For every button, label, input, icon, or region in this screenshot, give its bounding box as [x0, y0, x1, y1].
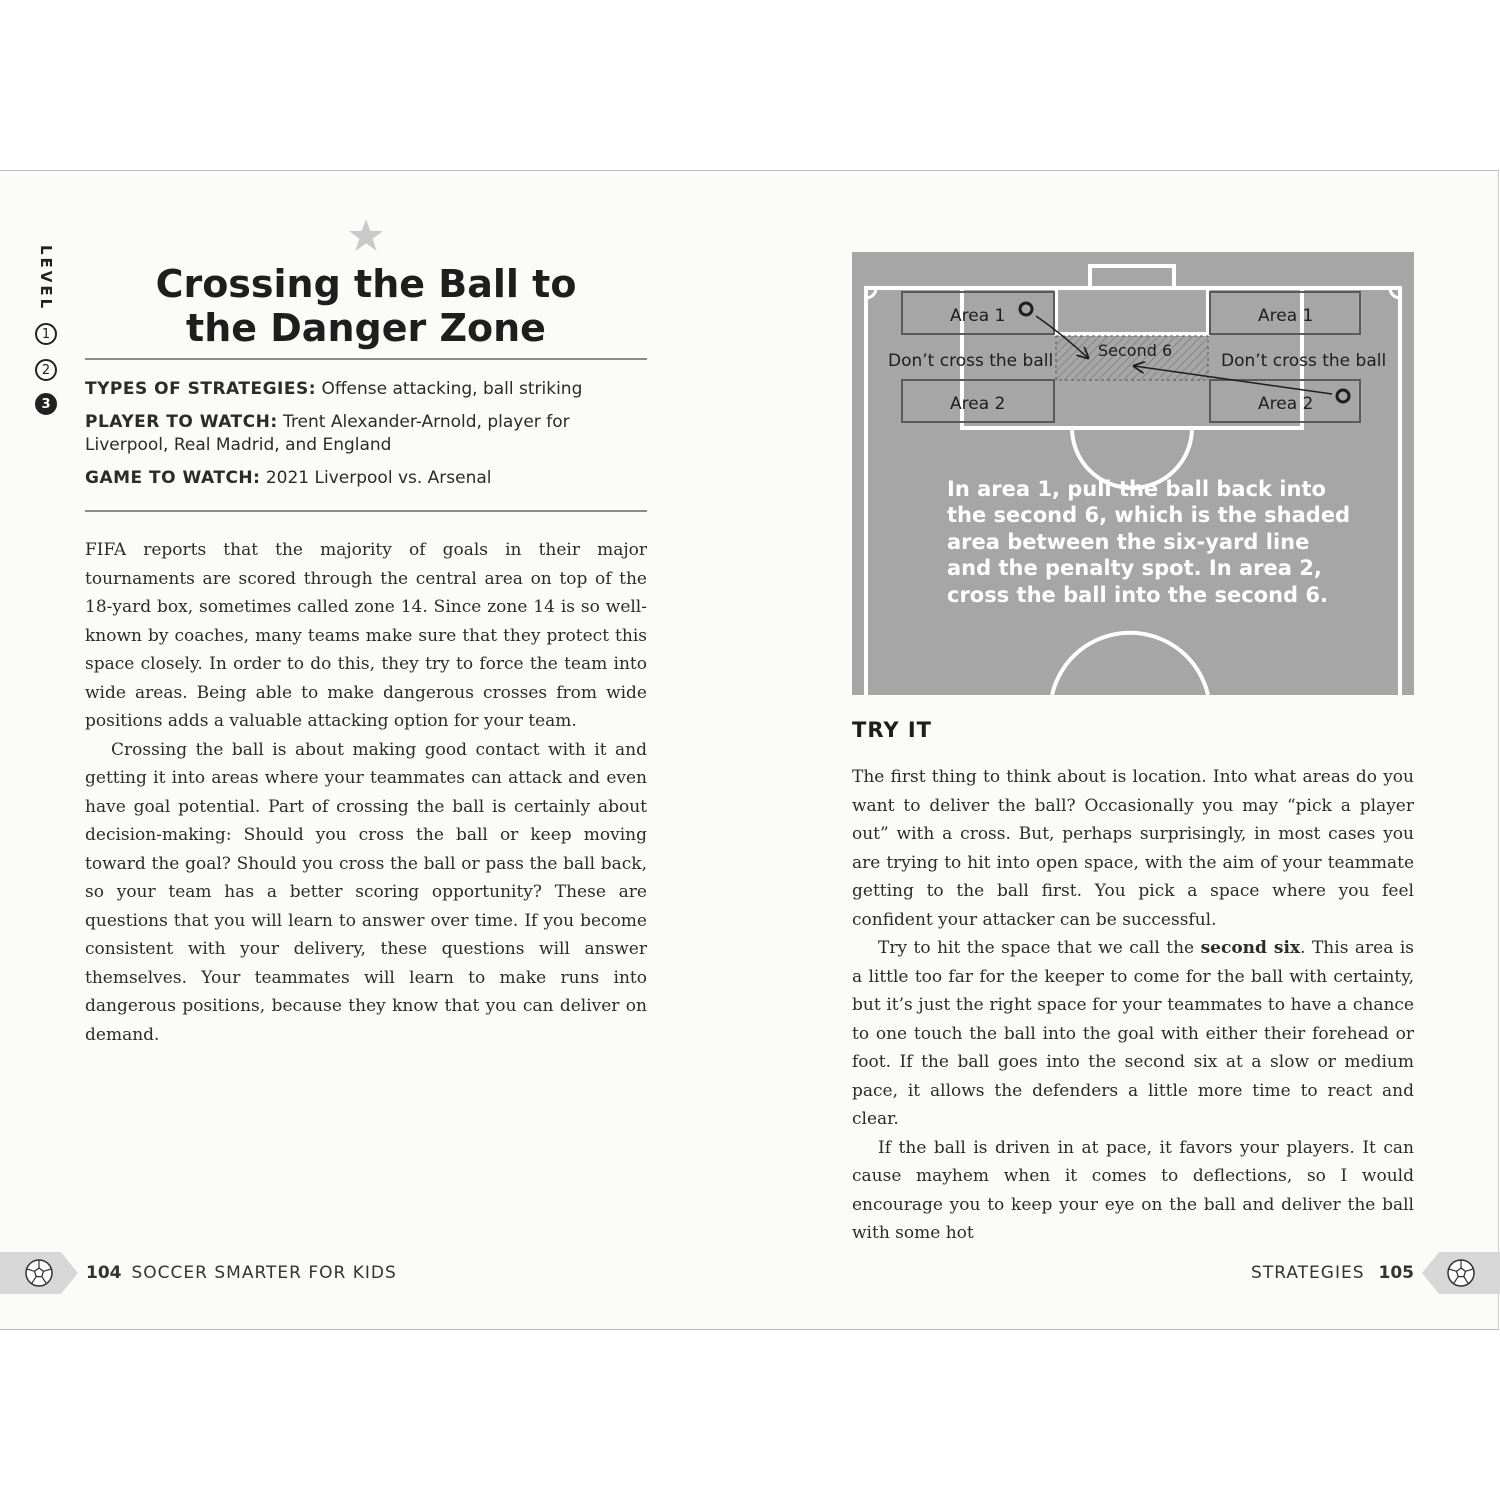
area-2-left-label: Area 2 [950, 394, 1006, 414]
player-value: Trent Alexander-Arnold, player for Liverpool, Real Madrid, and England [85, 412, 570, 455]
page-number-left: 104 [86, 1263, 122, 1283]
dont-cross-right-label: Don’t cross the ball [1221, 351, 1387, 371]
left-body-text [85, 536, 647, 1049]
game-key: GAME TO WATCH: [85, 468, 261, 488]
title-line-2: the Danger Zone [186, 306, 546, 350]
paragraph: FIFA reports that the majority of goals in their major tournaments are scored through the central area on top of the 18-yard box, sometimes called zone 14. Since zone 14 is so well-known by coaches, many teams make sure that they protect this space closely. In order to do this, they try to force the team into wide areas. Being able to make dangerous crosses from wide positions adds a valuable attacking option for your team. [85, 540, 647, 731]
running-title-right: STRATEGIES [1251, 1263, 1365, 1283]
paragraph: Crossing the ball is about making good contact with it and getting it into areas where your teammates can attack and even have goal potential. Part of crossing the ball is certainly about decision-making: Should you cross the ball or keep moving toward the goal? Should you cross the ball or pass the ball back, so your team has a better scoring opportunity? These are questions that you will learn to answer over time. If you become consistent with your delivery, these questions will answer themselves. Your teammates will learn to make runs into dangerous positions, because they know that you can deliver on demand. [85, 739, 647, 1045]
paragraph: If the ball is driven in at pace, it favors your players. It can cause mayhem when it comes to deflections, so I would encourage you to keep your eye on the ball and deliver the ball with some hot [852, 1137, 1414, 1243]
soccer-ball-icon [24, 1258, 54, 1288]
footer-tab-right [1422, 1252, 1500, 1294]
game-value: 2021 Liverpool vs. Arsenal [260, 468, 492, 488]
running-title-left: SOCCER SMARTER FOR KIDS [131, 1263, 397, 1283]
title-line-1: Crossing the Ball to [155, 262, 577, 306]
level-3-badge-active: 3 [35, 393, 57, 415]
paragraph-text: Try to hit the space that we call the [878, 938, 1201, 958]
try-it-heading: TRY IT [852, 718, 933, 742]
level-2-badge: 2 [35, 359, 57, 381]
types-key: TYPES OF STRATEGIES: [85, 379, 317, 399]
paragraph [852, 934, 1414, 1134]
right-body-text [852, 763, 1414, 1248]
player-key: PLAYER TO WATCH: [85, 412, 278, 432]
game-to-watch [85, 467, 647, 490]
second-six-label: Second 6 [1098, 341, 1173, 360]
bold-term: second six [1200, 938, 1301, 958]
dont-cross-left-label: Don’t cross the ball [888, 351, 1054, 371]
footer-tab-left [0, 1252, 78, 1294]
types-of-strategies [85, 378, 647, 401]
pitch-diagram [852, 252, 1414, 695]
player-to-watch [85, 411, 647, 457]
page-number-right: 105 [1378, 1263, 1414, 1283]
paragraph-text: . This area is a little too far for the keeper to come for the ball with certainty, but it’s just the right space for your teammates to have a chance to one touch the ball into the goal with either their forehead or foot. If the ball goes into the second six at a slow or medium pace, it allows the defenders a little more time to react and clear. [852, 938, 1414, 1129]
page-title [85, 262, 647, 350]
level-1-badge: 1 [35, 323, 57, 345]
star-icon [348, 218, 384, 254]
paragraph: The first thing to think about is location. Into what areas do you want to deliver the ball? Occasionally you may “pick a player out” with a cross. But, perhaps surprisingly, in most cases you are trying to hit into open space, with the aim of your teammate getting to the ball first. You pick a space where you feel confident your attacker can be successful. [852, 767, 1414, 930]
diagram-caption: In area 1, pull the ball back into the second 6, which is the shaded area between the six-yard line and the penalty spot. In area 2, cross the ball into the second 6. [947, 477, 1351, 607]
pitch-background [852, 252, 1414, 695]
types-value: Offense attacking, ball striking [316, 379, 583, 399]
area-2-right-label: Area 2 [1258, 394, 1314, 414]
area-1-left-label: Area 1 [950, 306, 1006, 326]
level-label: LEVEL [37, 245, 55, 312]
strategy-meta [85, 378, 647, 500]
area-1-right-label: Area 1 [1258, 306, 1314, 326]
bottom-divider [85, 510, 647, 512]
footer-right [1251, 1252, 1500, 1294]
footer-left [0, 1252, 397, 1294]
soccer-ball-icon [1446, 1258, 1476, 1288]
top-divider [85, 358, 647, 360]
